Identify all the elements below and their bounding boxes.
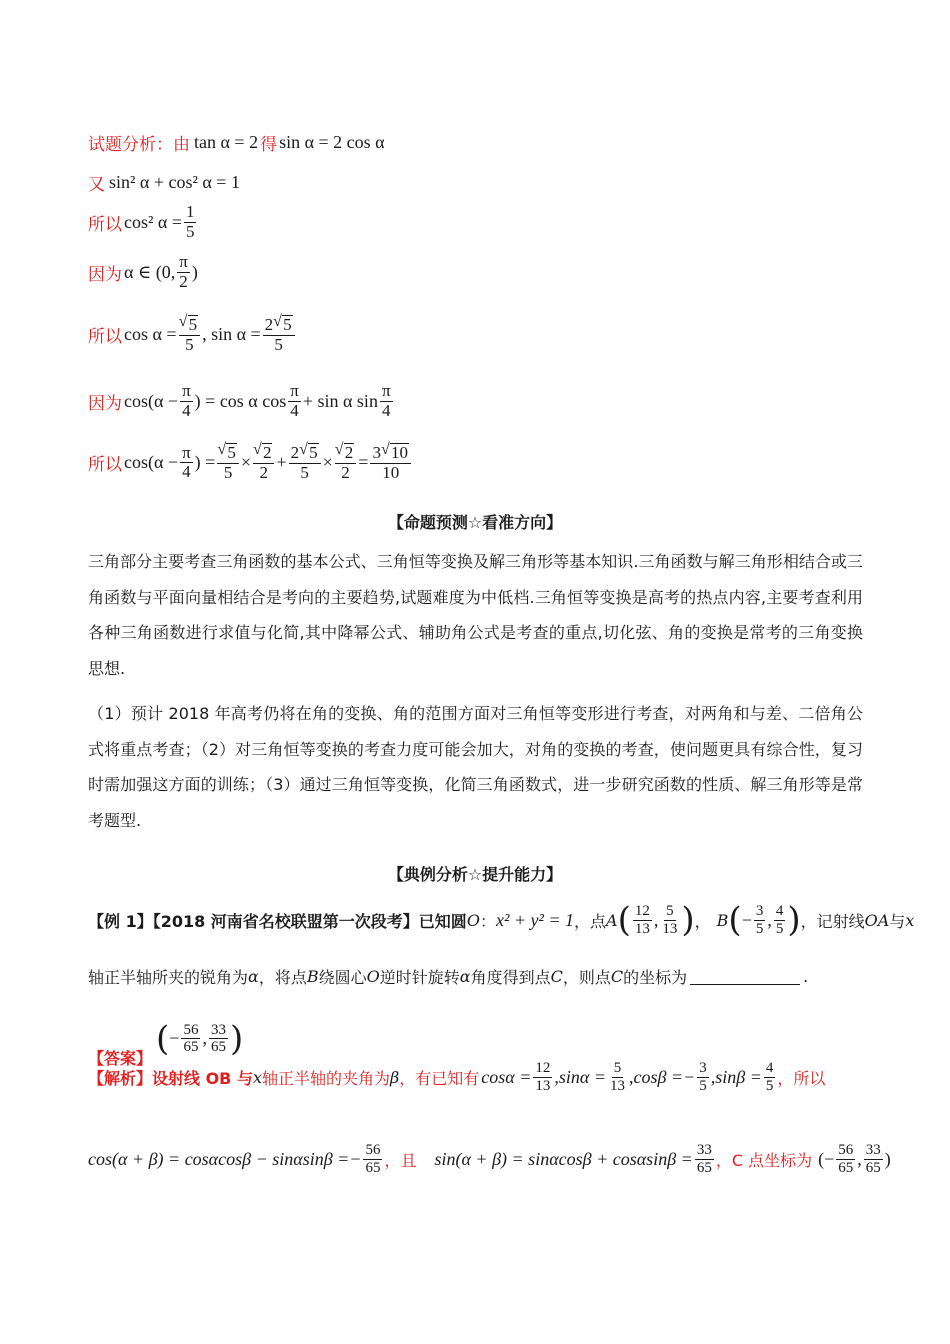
de-text: 得 xyxy=(260,135,278,155)
analysis-line-5: 所以 cos α = √ $\frac{5}{5}$ , sin α = $\frac{2√ 5}{5}$ xyxy=(88,315,297,354)
analysis-line-7: 所以 cos(α − $\frac{\pi}{4}$ ) = √ $\frac{5}{5}$ × √ $\frac{2}{2}$ + $\frac{2√ 5}{5}$ × √ $\frac{2}{2}$ = $\frac{3√ 10}{10}$ xyxy=(88,443,413,482)
fraction-sqrt5-over-5: √ $\frac{5}{5}$ xyxy=(217,443,239,482)
example-line-2: 轴正半轴所夹的锐角为 α ，将点 B 绕圆心 O 逆时针旋转 α 角度得到点 C ，则点 C 的坐标为 . xyxy=(88,967,809,987)
math-interval: α ∈ (0, xyxy=(124,261,176,282)
math-sin-cos: sin α = 2 cos α xyxy=(279,132,385,152)
section-heading-prediction: 【命题预测☆看准方向】 xyxy=(387,513,563,532)
you-text: 又 xyxy=(88,175,105,195)
analysis-line-6: 因为 cos(α − $\frac{\pi}{4}$ ) = cos α cos $\frac{\pi}{4}$ + sin α sin $\frac{\pi}{4}$ xyxy=(88,381,391,420)
fraction-sqrt2-over-2: √ $\frac{2}{2}$ xyxy=(253,443,275,482)
math-tan: tan α = 2 xyxy=(194,132,259,152)
analysis-label: 试题分析：由 xyxy=(88,135,190,155)
answer-label: 【答案】 xyxy=(88,1049,153,1068)
fraction-pi-half: $\frac{\pi}{2}$ xyxy=(179,252,188,291)
yinwei-text: 因为 xyxy=(88,264,122,285)
fraction-pi-quarter: $\frac{\pi}{4}$ xyxy=(182,442,191,482)
fraction-pi-quarter: $\frac{\pi}{4}$ xyxy=(290,381,299,420)
fraction-pi-quarter: $\frac{\pi}{4}$ xyxy=(182,381,191,420)
fraction-sqrt2-over-2: √ $\frac{2}{2}$ xyxy=(335,443,357,482)
fraction-2sqrt5-over-5: $\frac{2√ 5}{5}$ xyxy=(263,315,295,354)
fraction-one-fifth: $\frac{1}{5}$ xyxy=(185,202,195,241)
math-cos2: cos² α = xyxy=(124,211,182,232)
solution-line-1: 【解析】设射线 OB 与 x 轴正半轴的夹角为 β ，有已知有 cosα = $\frac{12}{13}$ ,sinα = $\frac{5}{13}$ ,cosβ =− $\frac{3}{5}$ ,sinβ = $\frac{4}{5}$ ，所以 xyxy=(88,1060,826,1094)
fraction-4-5: $\frac{4}{5}$ xyxy=(775,903,784,937)
section-heading-examples: 【典例分析☆提升能力】 xyxy=(387,865,563,884)
solution-label: 【解析】设射线 OB 与 xyxy=(88,1068,253,1088)
prediction-paragraph-1: 三角部分主要考查三角函数的基本公式、三角恒等变换及解三角形等基本知识.三角函数与解三角形相结合或三角函数与平面向量相结合是考向的主要趋势,试题难度为中低档.三角恒等变换是高考的热点内容,主要考查利用各种三角函数进行求值与化简,其中降幂公式、辅助角公式是考查的重点,切化弦、角的变换是常考的三角变换思想. xyxy=(88,552,863,678)
fraction-5-13: $\frac{5}{13}$ xyxy=(662,903,678,937)
analysis-line-3 xyxy=(88,203,198,241)
solution-line-2: cos(α + β) = cosαcosβ − sinαsinβ =− $\frac{56}{65}$ ，且 sin(α + β) = sinαcosβ + cosαsinβ = $\frac{33}{65}$ ，C 点坐标为 (− $\frac{56}{65}$ , $\frac{33}{65}$ ) xyxy=(88,1142,891,1176)
fraction-3sqrt10-over-10: $\frac{3√ 10}{10}$ xyxy=(370,443,411,482)
fraction-3-5: $\frac{3}{5}$ xyxy=(755,903,764,937)
fraction-sqrt5-over-5: √ $\frac{5}{5}$ xyxy=(179,315,201,354)
analysis-line-1 xyxy=(88,130,385,155)
math-identity: sin² α + cos² α = 1 xyxy=(109,172,240,192)
suoyi-text: 所以 xyxy=(88,214,122,235)
analysis-line-2 xyxy=(88,170,240,195)
prediction-paragraph-2: （1）预计 2018 年高考仍将在角的变换、角的范围方面对三角恒等变形进行考查，对两角和与差、二倍角公式将重点考查；（2）对三角恒等变换的考查力度可能会加大，对角的变换的考查，使问题更具有综合性，复习时需加强这方面的训练；（3）通过三角恒等变换，化简三角函数式，进一步研究函数的性质、解三角形等是常考题型. xyxy=(88,704,863,830)
fraction-12-13: $\frac{12}{13}$ xyxy=(634,903,650,937)
example-line-1: 【例 1】【2018 河南省名校联盟第一次段考】已知圆 O ： x² + y² = 1 ，点 A ( $\frac{12}{13}$ , $\frac{5}{13}$ ) ， B ( − $\frac{3}{5}$ , $\frac{4}{5}$ ) ，记射线 OA 与 x xyxy=(88,900,915,940)
answer-blank xyxy=(690,968,800,985)
circle-equation: x² + y² = 1 xyxy=(495,909,575,930)
fraction-pi-quarter: $\frac{\pi}{4}$ xyxy=(381,381,391,420)
fraction-2sqrt5-over-5: $\frac{2√ 5}{5}$ xyxy=(289,443,321,482)
example-tag: 【例 1】【2018 河南省名校联盟第一次段考】已知圆 xyxy=(88,911,467,931)
analysis-line-4: 因为 α ∈ (0, $\frac{\pi}{2}$ ) xyxy=(88,252,198,291)
answer-value: ( − $\frac{56}{65}$ , $\frac{33}{65}$ ) xyxy=(156,1018,244,1059)
